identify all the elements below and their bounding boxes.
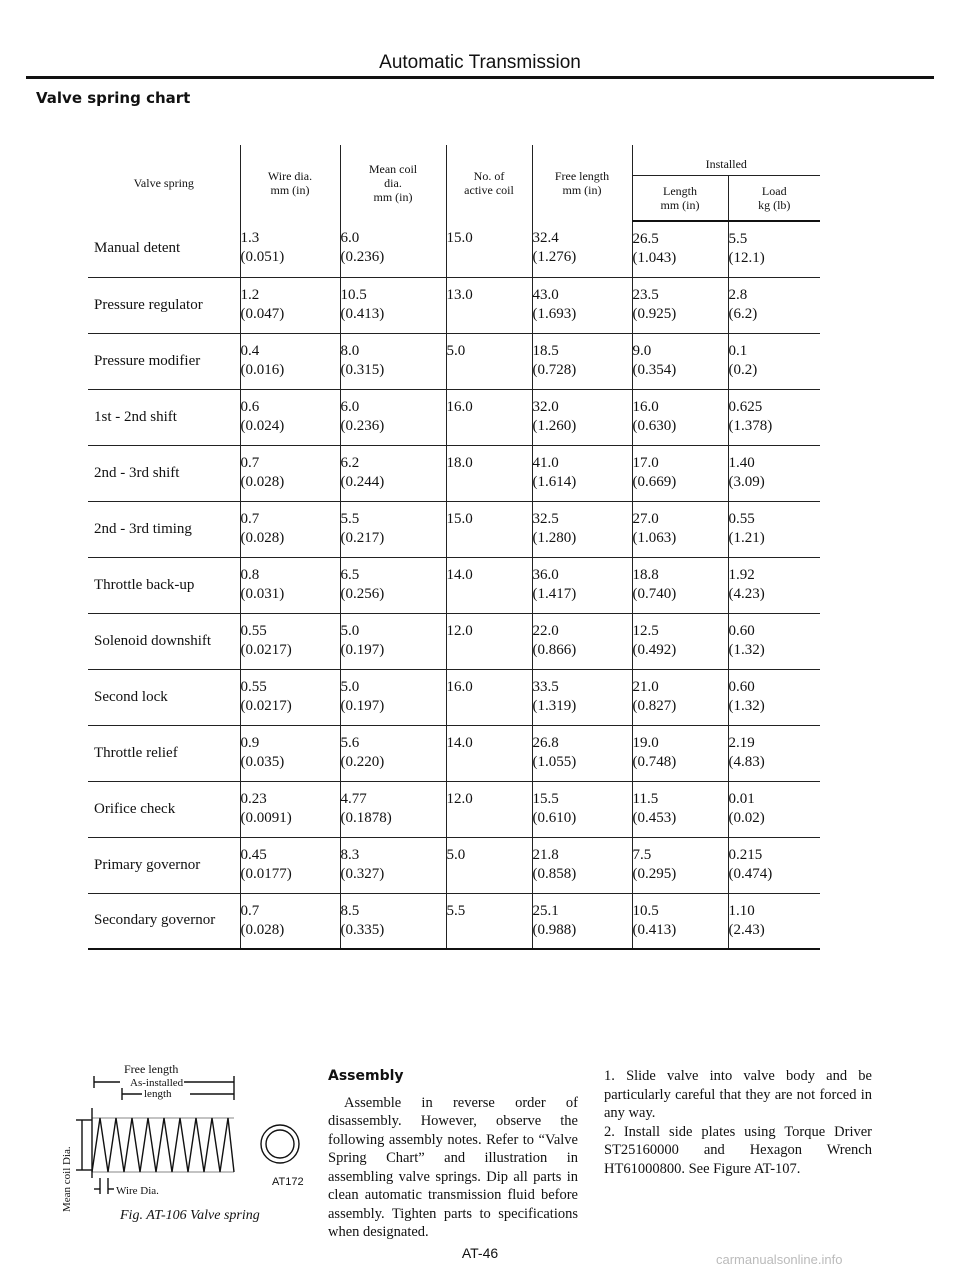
cell-load [728, 389, 820, 445]
cell-length-in: (1.063) [632, 529, 677, 546]
cell-load-in: (12.1) [728, 250, 765, 266]
cell-length [632, 221, 728, 277]
cell-coil-in: (0.197) [340, 641, 385, 658]
cell-coil-in: (0.236) [340, 417, 385, 434]
cell-load-in: (0.474) [728, 865, 773, 882]
cell-load [728, 333, 820, 389]
cell-active: 12.0 [446, 613, 532, 669]
cell-load [728, 277, 820, 333]
cell-free [532, 389, 632, 445]
cell-name: Manual detent [88, 221, 240, 277]
cell-length [632, 501, 728, 557]
cell-length-mm: 16.0 [632, 398, 659, 415]
cell-free-mm: 26.8 [532, 734, 559, 751]
cell-coil-in: (0.220) [340, 753, 385, 770]
cell-coil [340, 837, 446, 893]
cell-load-in: (6.2) [728, 305, 758, 322]
cell-wire-mm: 0.23 [240, 790, 267, 807]
col-header-wire-dia: Wire dia. mm (in) [240, 145, 340, 221]
cell-free [532, 501, 632, 557]
cell-free-in: (1.417) [532, 585, 577, 602]
cell-name: Throttle back-up [88, 557, 240, 613]
cell-coil [340, 501, 446, 557]
cell-load-mm: 0.625 [728, 398, 763, 415]
valve-spring-table [88, 145, 820, 950]
watermark: carmanualsonline.info [716, 1252, 843, 1267]
cell-coil [340, 725, 446, 781]
cell-load-mm: 0.01 [728, 790, 755, 807]
cell-wire [240, 781, 340, 837]
cell-coil-mm: 5.0 [340, 622, 360, 639]
cell-wire-mm: 0.6 [240, 398, 260, 415]
table-row [88, 837, 820, 893]
cell-name: 1st - 2nd shift [88, 389, 240, 445]
assembly-item-1: 1. Slide valve into valve body and be particularly careful that they are not forced in any way. [604, 1068, 872, 1121]
cell-free [532, 669, 632, 725]
cell-coil [340, 669, 446, 725]
cell-coil-mm: 6.2 [340, 454, 360, 471]
cell-load [728, 893, 820, 949]
cell-coil [340, 445, 446, 501]
cell-load-in: (0.2) [728, 361, 758, 378]
cell-free [532, 613, 632, 669]
cell-active: 14.0 [446, 725, 532, 781]
cell-coil [340, 277, 446, 333]
fig-label-free-length: Free length [124, 1062, 179, 1076]
col-header-load: Load kg (lb) [728, 175, 820, 221]
cell-wire [240, 389, 340, 445]
cell-free-mm: 43.0 [532, 286, 559, 303]
cell-load-mm: 0.60 [728, 622, 755, 639]
cell-name: 2nd - 3rd shift [88, 445, 240, 501]
cell-wire-in: (0.0177) [240, 865, 292, 882]
cell-wire-mm: 0.4 [240, 342, 260, 359]
cell-load-mm: 1.40 [728, 454, 755, 471]
cell-load [728, 613, 820, 669]
cell-load [728, 445, 820, 501]
cell-wire-in: (0.031) [240, 585, 285, 602]
cell-coil [340, 221, 446, 277]
cell-load-in: (3.09) [728, 473, 765, 490]
table-row [88, 893, 820, 949]
cell-wire [240, 333, 340, 389]
cell-free [532, 445, 632, 501]
cell-free-in: (1.319) [532, 697, 577, 714]
cell-coil-in: (0.197) [340, 697, 385, 714]
cell-length-in: (0.740) [632, 585, 677, 602]
fig-label-mean-coil-dia: Mean coil Dia. [61, 1146, 73, 1212]
cell-load-mm: 0.1 [728, 342, 748, 359]
cell-load [728, 221, 820, 277]
assembly-column-2 [604, 1067, 872, 1178]
table-row [88, 277, 820, 333]
assembly-column-1 [328, 1067, 578, 1242]
cell-free-mm: 32.4 [532, 230, 559, 246]
cell-wire-mm: 1.2 [240, 286, 260, 303]
cell-length [632, 893, 728, 949]
cell-load-mm: 1.10 [728, 902, 755, 919]
col-header-length: Length mm (in) [632, 175, 728, 221]
cell-wire-mm: 0.7 [240, 902, 260, 919]
cell-length-mm: 11.5 [632, 790, 659, 807]
cell-coil-mm: 8.3 [340, 846, 360, 863]
cell-free-mm: 18.5 [532, 342, 559, 359]
cell-active: 18.0 [446, 445, 532, 501]
col-header-free-length: Free length mm (in) [532, 145, 632, 221]
cell-coil-in: (0.236) [340, 249, 385, 265]
cell-load [728, 781, 820, 837]
cell-load-in: (1.378) [728, 417, 773, 434]
cell-load [728, 557, 820, 613]
cell-length [632, 277, 728, 333]
page-header-title: Automatic Transmission [379, 52, 581, 73]
cell-length-in: (0.492) [632, 641, 677, 658]
assembly-item-2: 2. Install side plates using Torque Driver ST25160000 and Hexagon Wrench HT61000800. See Figure AT-107. [604, 1123, 872, 1177]
cell-load-in: (1.21) [728, 529, 765, 546]
assembly-paragraph: Assemble in reverse order of disassembly. However, observe the following assembly notes. Refer to “Valve Spring Chart” and illustration in assembling valve springs. Dip all parts in clean automatic transmission fluid before assembly. Tighten parts to specifications when designated. [328, 1094, 578, 1240]
cell-free-in: (1.280) [532, 529, 577, 546]
cell-length-in: (1.043) [632, 250, 677, 266]
col-header-valve-spring: Valve spring [88, 145, 240, 221]
valve-spring-table-body [88, 221, 820, 949]
cell-wire-mm: 0.55 [240, 678, 267, 695]
cell-length-in: (0.413) [632, 921, 677, 938]
cell-wire-in: (0.0217) [240, 641, 292, 658]
cell-free-mm: 32.0 [532, 398, 559, 415]
cell-length [632, 333, 728, 389]
cell-wire [240, 893, 340, 949]
cell-length-mm: 7.5 [632, 846, 652, 863]
cell-coil-mm: 5.6 [340, 734, 360, 751]
cell-length-mm: 23.5 [632, 286, 659, 303]
cell-free-in: (0.866) [532, 641, 577, 658]
cell-length-in: (0.827) [632, 697, 677, 714]
table-row [88, 557, 820, 613]
cell-length-in: (0.630) [632, 417, 677, 434]
cell-free [532, 557, 632, 613]
cell-coil-mm: 4.77 [340, 790, 367, 807]
cell-coil-in: (0.217) [340, 529, 385, 546]
cell-name: Pressure modifier [88, 333, 240, 389]
cell-wire-in: (0.047) [240, 305, 285, 322]
header-rule [26, 76, 934, 79]
cell-length [632, 445, 728, 501]
cell-length-in: (0.453) [632, 809, 677, 826]
col-header-active-coil: No. of active coil [446, 145, 532, 221]
cell-coil-in: (0.244) [340, 473, 385, 490]
cell-wire-mm: 0.7 [240, 454, 260, 471]
cell-wire [240, 557, 340, 613]
cell-length [632, 613, 728, 669]
cell-wire-mm: 1.3 [240, 230, 260, 246]
cell-free-in: (0.988) [532, 921, 577, 938]
cell-wire [240, 669, 340, 725]
cell-wire-in: (0.024) [240, 417, 285, 434]
cell-active: 5.5 [446, 893, 532, 949]
cell-name: 2nd - 3rd timing [88, 501, 240, 557]
cell-wire-in: (0.028) [240, 921, 285, 938]
fig-label-wire-dia: Wire Dia. [116, 1185, 159, 1197]
cell-coil [340, 893, 446, 949]
cell-free-in: (0.610) [532, 809, 577, 826]
cell-free-mm: 15.5 [532, 790, 559, 807]
cell-free-mm: 25.1 [532, 902, 559, 919]
cell-coil-in: (0.256) [340, 585, 385, 602]
cell-wire-in: (0.0217) [240, 697, 292, 714]
cell-wire-in: (0.016) [240, 361, 285, 378]
cell-length-in: (0.669) [632, 473, 677, 490]
cell-name: Orifice check [88, 781, 240, 837]
cell-free-in: (1.693) [532, 305, 577, 322]
valve-spring-illustration [56, 1060, 316, 1230]
cell-free [532, 277, 632, 333]
cell-coil-mm: 5.5 [340, 510, 360, 527]
cell-active: 13.0 [446, 277, 532, 333]
cell-name: Pressure regulator [88, 277, 240, 333]
cell-coil-mm: 8.0 [340, 342, 360, 359]
cell-coil-mm: 6.0 [340, 230, 360, 246]
cell-free [532, 893, 632, 949]
cell-free [532, 837, 632, 893]
assembly-heading: Assembly [328, 1068, 404, 1084]
cell-length-mm: 26.5 [632, 231, 659, 247]
cell-coil [340, 333, 446, 389]
cell-wire-mm: 0.8 [240, 566, 260, 583]
cell-load-mm: 2.19 [728, 734, 755, 751]
cell-active: 5.0 [446, 837, 532, 893]
cell-length-in: (0.354) [632, 361, 677, 378]
cell-free [532, 221, 632, 277]
cell-wire [240, 613, 340, 669]
section-title: Valve spring chart [36, 89, 191, 107]
cell-coil-mm: 6.0 [340, 398, 360, 415]
table-row [88, 445, 820, 501]
cell-length [632, 837, 728, 893]
cell-length-in: (0.748) [632, 753, 677, 770]
cell-load-mm: 0.55 [728, 510, 755, 527]
cell-load-in: (4.23) [728, 585, 765, 602]
cell-coil-in: (0.335) [340, 921, 385, 938]
cell-active: 15.0 [446, 221, 532, 277]
cell-length-mm: 21.0 [632, 678, 659, 695]
cell-coil [340, 557, 446, 613]
cell-coil-in: (0.315) [340, 361, 385, 378]
cell-active: 14.0 [446, 557, 532, 613]
cell-length-mm: 27.0 [632, 510, 659, 527]
cell-coil-in: (0.1878) [340, 809, 392, 826]
cell-name: Solenoid downshift [88, 613, 240, 669]
table-row [88, 669, 820, 725]
cell-wire [240, 221, 340, 277]
cell-free-in: (1.614) [532, 473, 577, 490]
cell-wire [240, 445, 340, 501]
cell-length-mm: 9.0 [632, 342, 652, 359]
cell-length-mm: 17.0 [632, 454, 659, 471]
cell-free-mm: 36.0 [532, 566, 559, 583]
cell-wire-in: (0.035) [240, 753, 285, 770]
cell-load [728, 837, 820, 893]
table-row [88, 781, 820, 837]
cell-active: 5.0 [446, 333, 532, 389]
cell-free-in: (1.055) [532, 753, 577, 770]
cell-wire [240, 277, 340, 333]
cell-length-in: (0.295) [632, 865, 677, 882]
cell-active: 16.0 [446, 389, 532, 445]
cell-free-in: (1.260) [532, 417, 577, 434]
cell-wire [240, 501, 340, 557]
cell-free-mm: 33.5 [532, 678, 559, 695]
cell-name: Primary governor [88, 837, 240, 893]
col-header-mean-coil-dia: Mean coil dia. mm (in) [340, 145, 446, 221]
cell-wire-in: (0.028) [240, 473, 285, 490]
cell-length [632, 781, 728, 837]
cell-coil-mm: 5.0 [340, 678, 360, 695]
cell-coil-mm: 6.5 [340, 566, 360, 583]
cell-coil-mm: 8.5 [340, 902, 360, 919]
fig-label-as-installed: As-installed [130, 1077, 184, 1089]
col-header-installed: Installed [632, 145, 820, 175]
table-row [88, 613, 820, 669]
cell-length [632, 669, 728, 725]
cell-wire [240, 837, 340, 893]
cell-load-mm: 1.92 [728, 566, 755, 583]
cell-free-in: (1.276) [532, 249, 577, 265]
cell-free [532, 781, 632, 837]
cell-coil-mm: 10.5 [340, 286, 367, 303]
cell-length [632, 557, 728, 613]
cell-load-in: (1.32) [728, 641, 765, 658]
cell-coil-in: (0.327) [340, 865, 385, 882]
cell-free-mm: 41.0 [532, 454, 559, 471]
page-number: AT-46 [461, 1245, 499, 1261]
figure-caption: Fig. AT-106 Valve spring [120, 1208, 260, 1223]
cell-load-in: (2.43) [728, 921, 765, 938]
cell-load [728, 501, 820, 557]
cell-coil-in: (0.413) [340, 305, 385, 322]
cell-length-mm: 19.0 [632, 734, 659, 751]
table-row [88, 221, 820, 277]
cell-wire-mm: 0.45 [240, 846, 267, 863]
cell-free-mm: 22.0 [532, 622, 559, 639]
cell-length-mm: 10.5 [632, 902, 659, 919]
cell-free-in: (0.728) [532, 361, 577, 378]
fig-label-length: length [144, 1088, 172, 1100]
cell-free [532, 725, 632, 781]
cell-length [632, 725, 728, 781]
figure-code: AT172 [272, 1176, 304, 1188]
cell-free-mm: 32.5 [532, 510, 559, 527]
cell-free-mm: 21.8 [532, 846, 559, 863]
table-row [88, 725, 820, 781]
cell-name: Secondary governor [88, 893, 240, 949]
cell-active: 16.0 [446, 669, 532, 725]
cell-length-mm: 12.5 [632, 622, 659, 639]
cell-length-mm: 18.8 [632, 566, 659, 583]
cell-coil [340, 389, 446, 445]
cell-coil [340, 613, 446, 669]
cell-free-in: (0.858) [532, 865, 577, 882]
cell-wire-mm: 0.55 [240, 622, 267, 639]
cell-load [728, 725, 820, 781]
cell-load-in: (0.02) [728, 809, 765, 826]
cell-free [532, 333, 632, 389]
cell-wire-in: (0.051) [240, 249, 285, 265]
cell-name: Throttle relief [88, 725, 240, 781]
cell-load [728, 669, 820, 725]
cell-load-mm: 0.60 [728, 678, 755, 695]
cell-coil [340, 781, 446, 837]
cell-load-mm: 5.5 [728, 231, 748, 247]
cell-wire-mm: 0.7 [240, 510, 260, 527]
cell-load-mm: 0.215 [728, 846, 763, 863]
table-row [88, 501, 820, 557]
cell-wire-in: (0.028) [240, 529, 285, 546]
table-row [88, 333, 820, 389]
cell-active: 15.0 [446, 501, 532, 557]
table-row [88, 389, 820, 445]
cell-wire-mm: 0.9 [240, 734, 260, 751]
cell-wire-in: (0.0091) [240, 809, 292, 826]
cell-name: Second lock [88, 669, 240, 725]
cell-length-in: (0.925) [632, 305, 677, 322]
cell-load-in: (4.83) [728, 753, 765, 770]
cell-active: 12.0 [446, 781, 532, 837]
cell-wire [240, 725, 340, 781]
cell-length [632, 389, 728, 445]
cell-load-mm: 2.8 [728, 286, 748, 303]
cell-load-in: (1.32) [728, 697, 765, 714]
